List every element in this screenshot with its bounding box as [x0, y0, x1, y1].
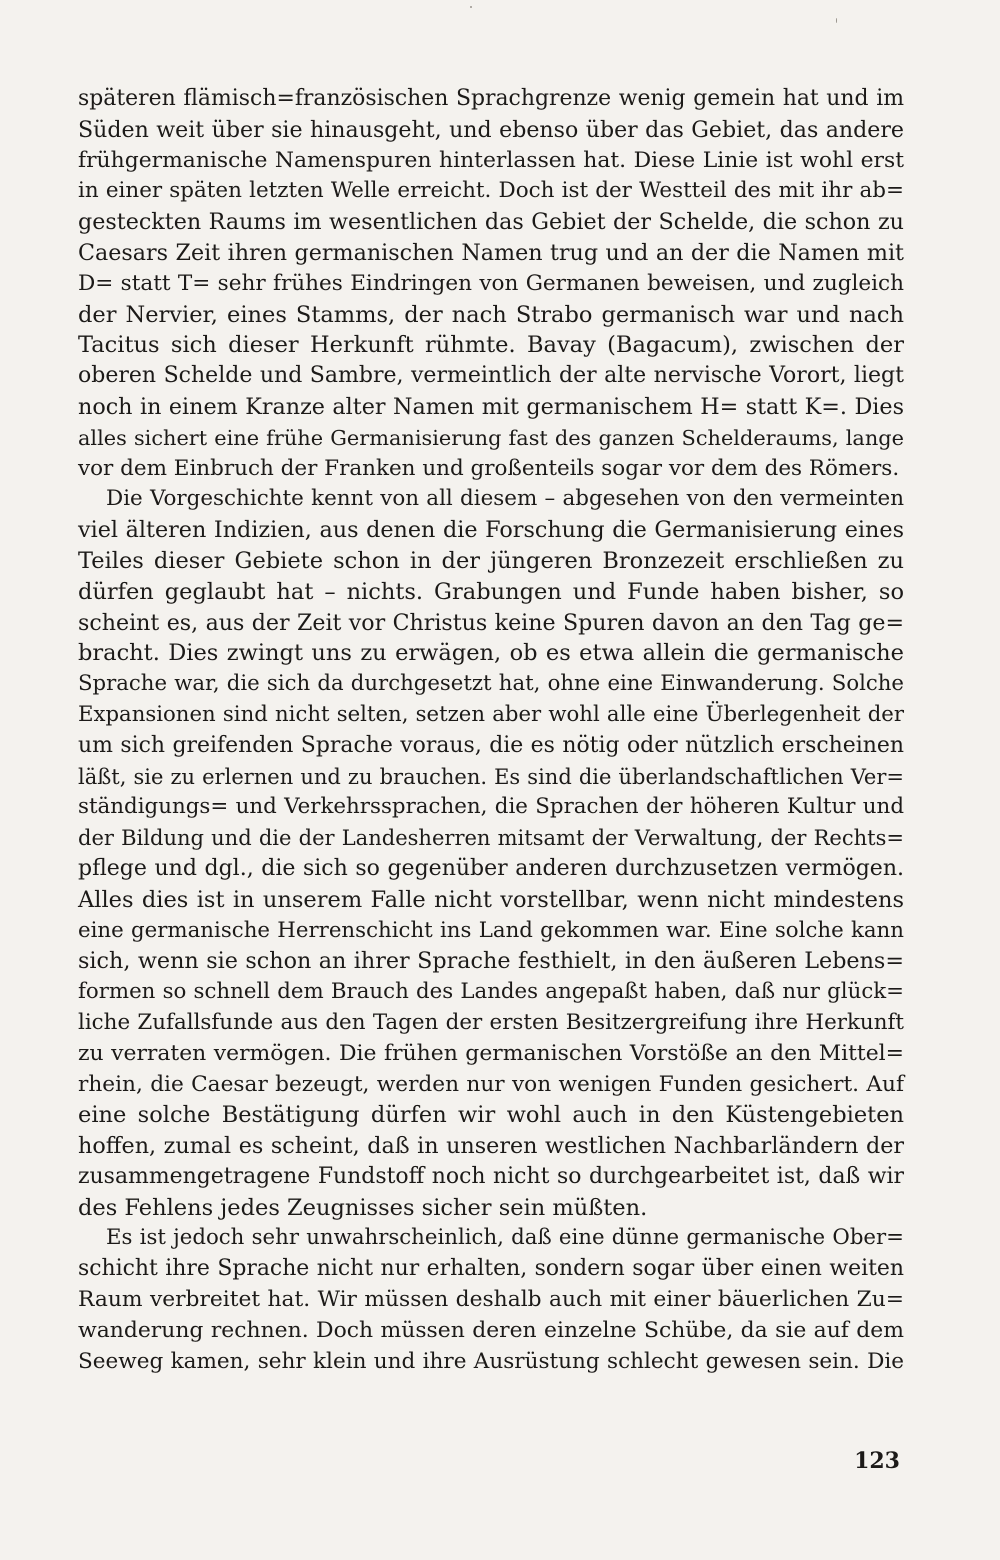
text-line: wanderung rechnen. Doch müssen deren einzelne Schübe, da sie auf dem: [78, 1317, 904, 1343]
text-line: dürfen geglaubt hat – nichts. Grabungen und Funde haben bisher, so: [78, 578, 904, 605]
text-line: Die Vorgeschichte kennt von all diesem – abgesehen von den vermeinten: [106, 486, 904, 512]
text-line: rhein, die Caesar bezeugt, werden nur von wenigen Funden gesichert. Auf: [78, 1071, 904, 1097]
text-line: gesteckten Raums im wesentlichen das Gebiet der Schelde, die schon zu: [78, 209, 904, 236]
text-line: D= statt T= sehr frühes Eindringen von Germanen beweisen, und zugleich: [78, 270, 904, 296]
text-line: bracht. Dies zwingt uns zu erwägen, ob es etwa allein die germanische: [78, 640, 904, 667]
text-line: Tacitus sich dieser Herkunft rühmte. Bavay (Bagacum), zwischen der: [78, 332, 904, 359]
text-line: Sprache war, die sich da durchgesetzt hat, ohne eine Einwanderung. Solche: [78, 671, 904, 697]
text-line: Süden weit über sie hinausgeht, und ebenso über das Gebiet, das andere: [78, 116, 904, 143]
text-line: der Bildung und die der Landesherren mitsamt der Verwaltung, der Rechts=: [78, 825, 904, 851]
text-line: pflege und dgl., die sich so gegenüber anderen durchzusetzen vermögen.: [78, 855, 904, 881]
text-line: ständigungs= und Verkehrssprachen, die Sprachen der höheren Kultur und: [78, 794, 904, 820]
paragraph-1: [78, 84, 904, 484]
text-line: vor dem Einbruch der Franken und großenteils sogar vor dem des Römers.: [78, 455, 900, 481]
page-number: 123: [854, 1448, 900, 1474]
text-line: der Nervier, eines Stamms, der nach Strabo germanisch war und nach: [78, 301, 904, 328]
text-line: scheint es, aus der Zeit vor Christus keine Spuren davon an den Tag ge=: [78, 609, 904, 636]
text-line: zu verraten vermögen. Die frühen germanischen Vorstöße an den Mittel=: [78, 1040, 904, 1066]
text-line: Teiles dieser Gebiete schon in der jüngeren Bronzezeit erschließen zu: [78, 547, 904, 574]
text-line: späteren flämisch=französischen Sprachgrenze wenig gemein hat und im: [78, 86, 904, 111]
paragraph-3: [78, 1223, 904, 1377]
text-line: sich, wenn sie schon an ihrer Sprache festhielt, in den äußeren Lebens=: [78, 948, 904, 975]
text-line: liche Zufallsfunde aus den Tagen der ersten Besitzergreifung ihre Herkunft: [78, 1009, 904, 1035]
paragraph-2: [78, 484, 904, 1223]
page-body: [78, 84, 904, 1377]
text-line: Alles dies ist in unserem Falle nicht vorstellbar, wenn nicht mindestens: [78, 886, 904, 913]
text-line: Seeweg kamen, sehr klein und ihre Ausrüstung schlecht gewesen sein. Die: [78, 1348, 904, 1374]
text-line: Es ist jedoch sehr unwahrscheinlich, daß eine dünne germanische Ober=: [106, 1225, 904, 1251]
text-line: läßt, sie zu erlernen und zu brauchen. Es sind die überlandschaftlichen Ver=: [78, 764, 904, 789]
text-line: schicht ihre Sprache nicht nur erhalten, sondern sogar über einen weiten: [78, 1256, 904, 1282]
text-line: frühgermanische Namenspuren hinterlassen hat. Diese Linie ist wohl erst: [78, 147, 904, 173]
text-line: Raum verbreitet hat. Wir müssen deshalb auch mit einer bäuerlichen Zu=: [78, 1287, 904, 1313]
text-line: hoffen, zumal es scheint, daß in unseren westlichen Nachbarländern der: [78, 1133, 904, 1160]
text-line: alles sichert eine frühe Germanisierung fast des ganzen Schelderaums, lange: [78, 425, 904, 450]
paper-speck: [470, 6, 472, 8]
text-line: Expansionen sind nicht selten, setzen aber wohl alle eine Überlegenheit der: [78, 701, 904, 727]
text-line: noch in einem Kranze alter Namen mit germanischem H= statt K=. Dies: [78, 393, 904, 420]
text-line: des Fehlens jedes Zeugnisses sicher sein müßten.: [78, 1194, 648, 1221]
text-line: eine solche Bestätigung dürfen wir wohl auch in den Küstengebieten: [78, 1102, 904, 1129]
text-line: zusammengetragene Fundstoff noch nicht so durchgearbeitet ist, daß wir: [78, 1163, 904, 1189]
text-line: eine germanische Herrenschicht ins Land gekommen war. Eine solche kann: [78, 917, 904, 943]
text-line: viel älteren Indizien, aus denen die Forschung die Germanisierung eines: [78, 517, 904, 544]
text-line: in einer späten letzten Welle erreicht. Doch ist der Westteil des mit ihr ab=: [78, 178, 904, 204]
text-line: Caesars Zeit ihren germanischen Namen trug und an der die Namen mit: [78, 239, 904, 266]
text-line: oberen Schelde und Sambre, vermeintlich der alte nervische Vorort, liegt: [78, 363, 904, 389]
text-line: um sich greifenden Sprache voraus, die es nötig oder nützlich erscheinen: [78, 732, 904, 758]
paper-speck: [836, 18, 837, 23]
text-line: formen so schnell dem Brauch des Landes angepaßt haben, daß nur glück=: [78, 979, 904, 1005]
